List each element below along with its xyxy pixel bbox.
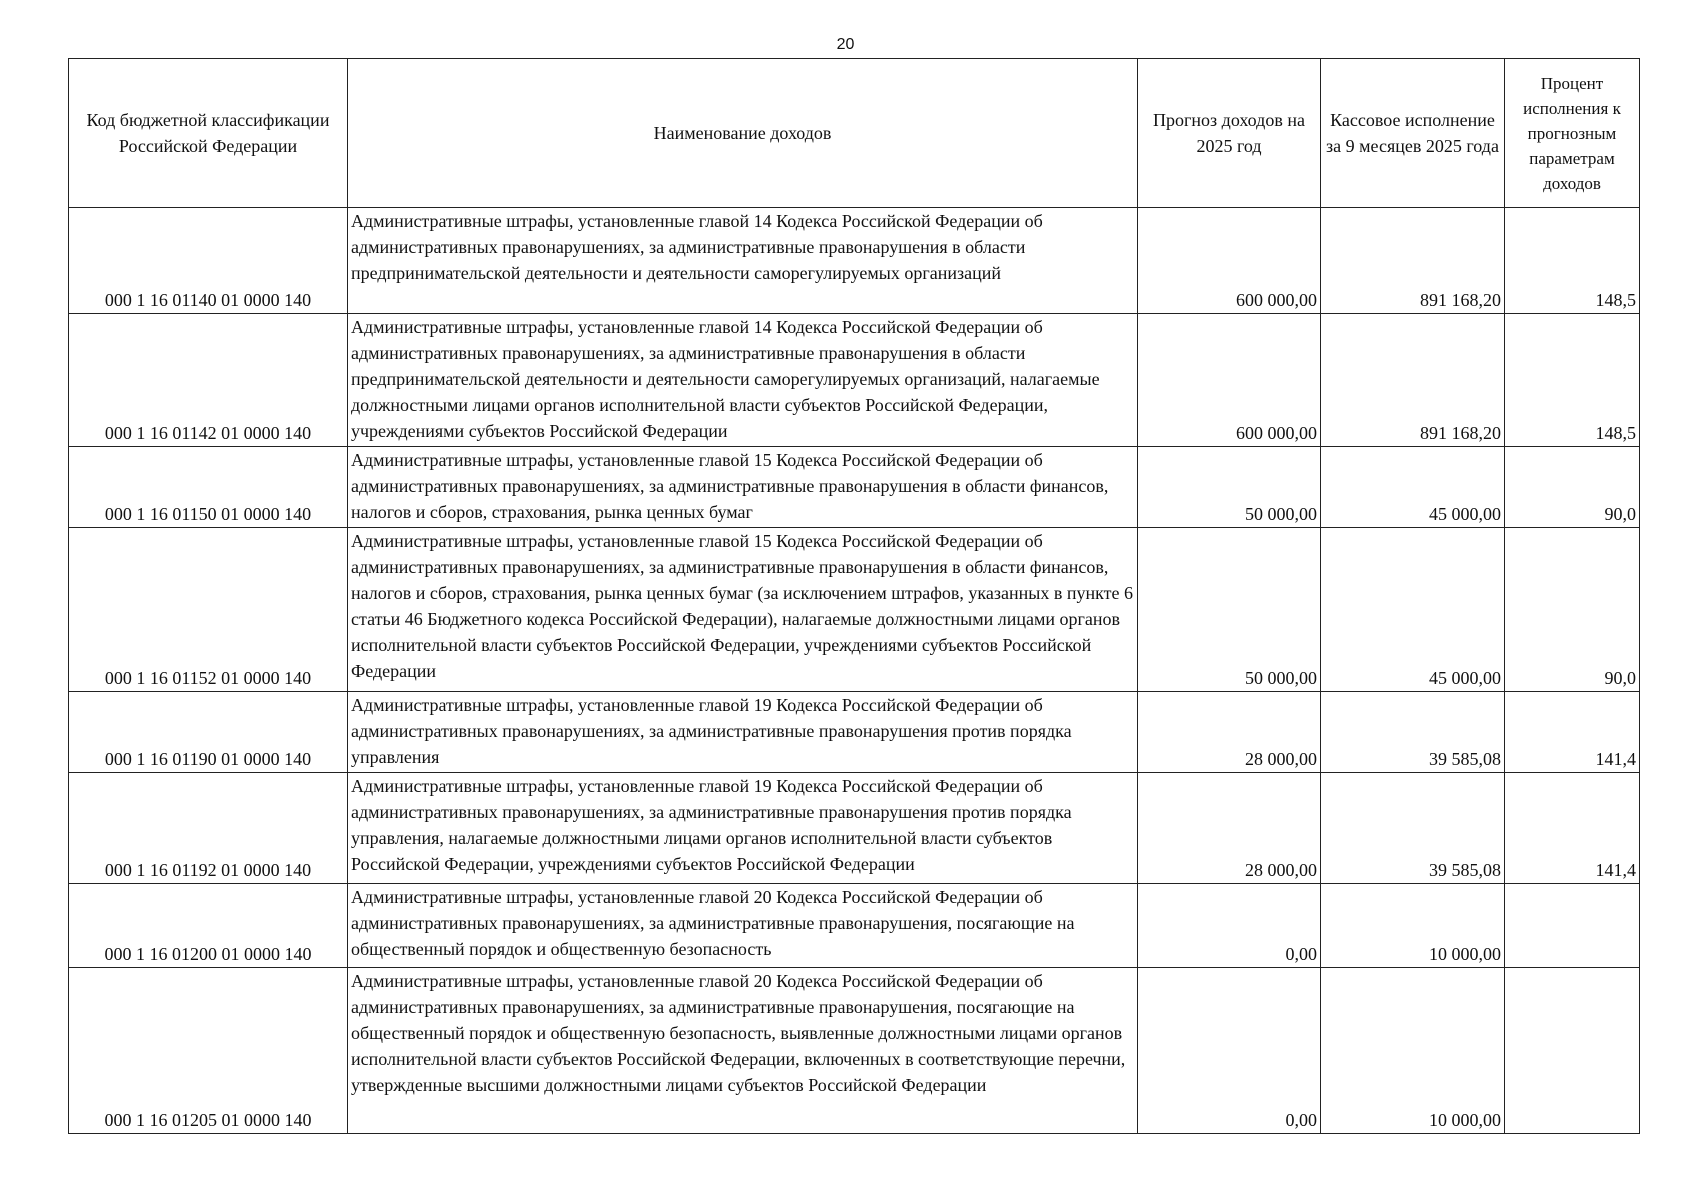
row-code: 000 1 16 01152 01 0000 140	[69, 528, 348, 692]
row-percent	[1505, 884, 1640, 968]
table-row	[69, 968, 1640, 1134]
header-actual: Кассовое исполнение за 9 месяцев 2025 года	[1321, 59, 1505, 208]
row-name: Административные штрафы, установленные главой 19 Кодекса Российской Федерации об административных правонарушениях, за административные правонарушения против порядка управления, налагаемые должностными лицами органов исполнительной власти субъектов Российской Федерации, учреждениями субъектов Российской Федерации	[348, 773, 1138, 884]
row-percent: 90,0	[1505, 528, 1640, 692]
revenue-table	[68, 58, 1640, 1134]
row-actual: 39 585,08	[1321, 773, 1505, 884]
row-actual: 891 168,20	[1321, 208, 1505, 314]
row-code: 000 1 16 01200 01 0000 140	[69, 884, 348, 968]
row-actual: 10 000,00	[1321, 884, 1505, 968]
row-actual: 39 585,08	[1321, 692, 1505, 773]
row-name: Административные штрафы, установленные главой 20 Кодекса Российской Федерации об административных правонарушениях, за административные правонарушения, посягающие на общественный порядок и общественную безопасность	[348, 884, 1138, 968]
row-actual: 10 000,00	[1321, 968, 1505, 1134]
row-code: 000 1 16 01205 01 0000 140	[69, 968, 348, 1134]
row-percent	[1505, 968, 1640, 1134]
row-name: Административные штрафы, установленные главой 20 Кодекса Российской Федерации об административных правонарушениях, за административные правонарушения, посягающие на общественный порядок и общественную безопасность, выявленные должностными лицами органов исполнительной власти субъектов Российской Федерации, включенных в соответствующие перечни, утвержденные высшими должностными лицами субъектов Российской Федерации	[348, 968, 1138, 1134]
row-forecast: 28 000,00	[1138, 692, 1321, 773]
row-name: Административные штрафы, установленные главой 14 Кодекса Российской Федерации об административных правонарушениях, за административные правонарушения в области предпринимательской деятельности и деятельности саморегулируемых организаций	[348, 208, 1138, 314]
row-forecast: 0,00	[1138, 968, 1321, 1134]
row-actual: 45 000,00	[1321, 447, 1505, 528]
table-row	[69, 447, 1640, 528]
header-name: Наименование доходов	[348, 59, 1138, 208]
table-row	[69, 884, 1640, 968]
header-percent: Процент исполнения к прогнозным параметрам доходов	[1505, 59, 1640, 208]
row-forecast: 28 000,00	[1138, 773, 1321, 884]
table-row	[69, 314, 1640, 447]
row-forecast: 50 000,00	[1138, 528, 1321, 692]
row-forecast: 600 000,00	[1138, 314, 1321, 447]
row-percent: 141,4	[1505, 692, 1640, 773]
row-name: Административные штрафы, установленные главой 19 Кодекса Российской Федерации об административных правонарушениях, за административные правонарушения против порядка управления	[348, 692, 1138, 773]
row-forecast: 50 000,00	[1138, 447, 1321, 528]
row-code: 000 1 16 01192 01 0000 140	[69, 773, 348, 884]
row-percent: 148,5	[1505, 314, 1640, 447]
table-header-row	[69, 59, 1640, 208]
row-percent: 141,4	[1505, 773, 1640, 884]
row-name: Административные штрафы, установленные главой 15 Кодекса Российской Федерации об административных правонарушениях, за административные правонарушения в области финансов, налогов и сборов, страхования, рынка ценных бумаг	[348, 447, 1138, 528]
table-row	[69, 773, 1640, 884]
row-actual: 45 000,00	[1321, 528, 1505, 692]
row-percent: 148,5	[1505, 208, 1640, 314]
table-row	[69, 528, 1640, 692]
row-actual: 891 168,20	[1321, 314, 1505, 447]
page-number: 20	[836, 36, 855, 53]
header-code: Код бюджетной классификации Российской Федерации	[69, 59, 348, 208]
row-code: 000 1 16 01150 01 0000 140	[69, 447, 348, 528]
header-forecast: Прогноз доходов на 2025 год	[1138, 59, 1321, 208]
table-row	[69, 692, 1640, 773]
row-name: Административные штрафы, установленные главой 14 Кодекса Российской Федерации об административных правонарушениях, за административные правонарушения в области предпринимательской деятельности и деятельности саморегулируемых организаций, налагаемые должностными лицами органов исполнительной власти субъектов Российской Федерации, учреждениями субъектов Российской Федерации	[348, 314, 1138, 447]
row-name: Административные штрафы, установленные главой 15 Кодекса Российской Федерации об административных правонарушениях, за административные правонарушения в области финансов, налогов и сборов, страхования, рынка ценных бумаг (за исключением штрафов, указанных в пункте 6 статьи 46 Бюджетного кодекса Российской Федерации), налагаемые должностными лицами органов исполнительной власти субъектов Российской Федерации, учреждениями субъектов Российской Федерации	[348, 528, 1138, 692]
table-row	[69, 208, 1640, 314]
row-forecast: 0,00	[1138, 884, 1321, 968]
row-code: 000 1 16 01142 01 0000 140	[69, 314, 348, 447]
row-forecast: 600 000,00	[1138, 208, 1321, 314]
row-percent: 90,0	[1505, 447, 1640, 528]
row-code: 000 1 16 01140 01 0000 140	[69, 208, 348, 314]
row-code: 000 1 16 01190 01 0000 140	[69, 692, 348, 773]
